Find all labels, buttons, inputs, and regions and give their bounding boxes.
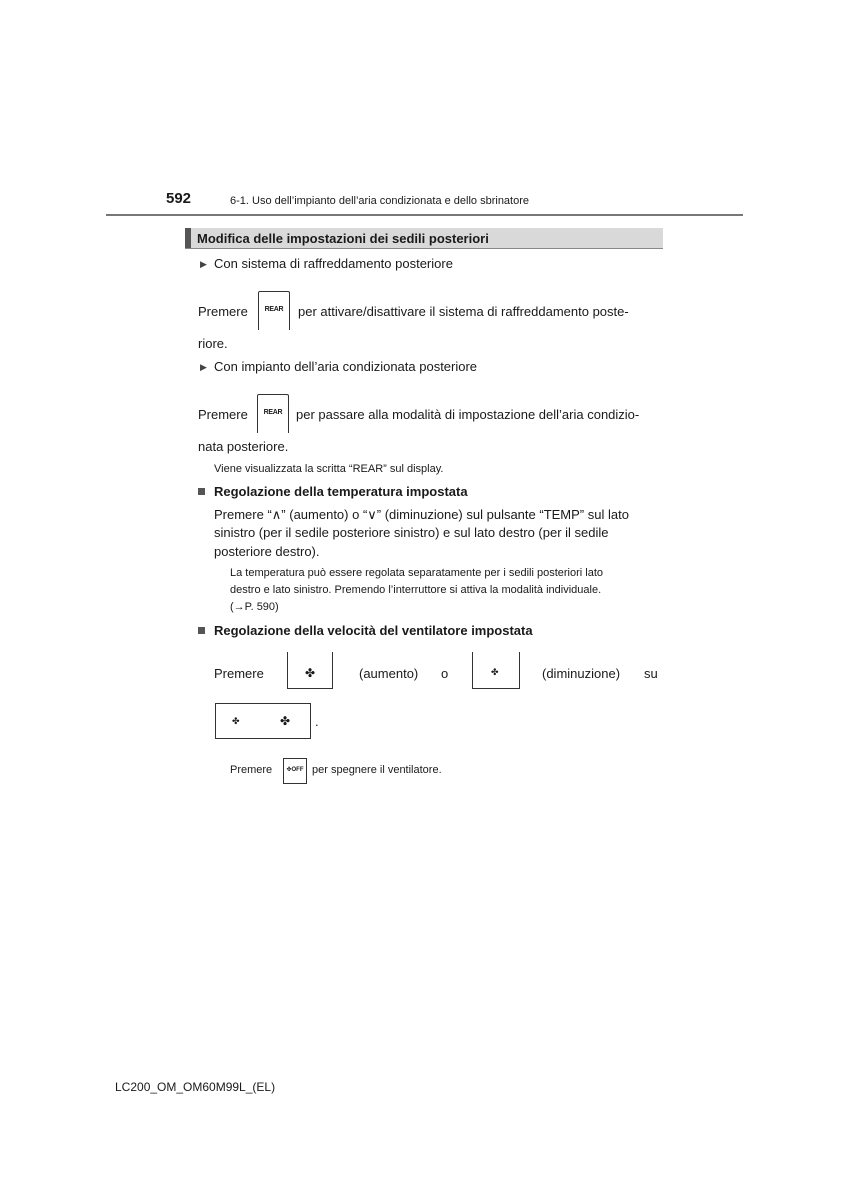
fan-on-text: su [644,666,658,681]
ac-description-cont: nata posteriore. [198,439,289,454]
ac-bullet-text: Con impianto dell’aria condizionata posteriore [214,359,478,374]
fan-high-icon: ✤ [280,714,291,728]
temperature-note-2: destro e lato sinistro. Premendo l’interruttore si attiva la modalità individuale. [230,584,602,596]
rear-button-label: REAR [263,409,283,416]
fan-off-text: per spegnere il ventilatore. [312,764,442,776]
ac-press-text: Premere [198,407,248,422]
cooling-press-text: Premere [198,304,248,319]
page-number: 592 [166,190,192,207]
square-bullet-icon [198,488,205,495]
footer-code: LC200_OM_OM60M99L_(EL) [115,1080,276,1094]
cooling-description: per attivare/disattivare il sistema di raffreddamento poste- [298,304,629,319]
cooling-description-cont: riore. [198,336,228,351]
fan-increase-button-icon [287,652,333,689]
rear-button-icon [258,291,290,330]
chapter-title: 6-1. Uso dell’impianto dell’aria condizionata e dello sbrinatore [230,195,530,207]
ac-note: Viene visualizzata la scritta “REAR” sul display. [214,463,444,475]
fan-icon: ✤ [305,666,316,680]
fan-low-icon: ✤ [232,716,240,726]
square-bullet-icon [198,627,205,634]
fan-period: . [315,714,319,729]
temperature-line-3: posteriore destro). [214,544,320,559]
fan-increase-text: (aumento) [359,666,419,681]
rear-button-icon [257,394,289,433]
fan-decrease-button-icon [472,652,520,689]
temperature-note-1: La temperatura può essere regolata separatamente per i sedili posteriori lato [230,567,603,579]
fan-dial-icon [215,703,311,739]
section-accent [185,228,191,248]
fan-heading: Regolazione della velocità del ventilatore impostata [214,623,533,638]
fan-icon: ✤ [491,667,499,677]
triangle-bullet-icon: ▶ [200,259,207,269]
fan-or-text: o [441,666,449,681]
fan-off-button-label: ✤OFF [286,767,304,773]
ac-description: per passare alla modalità di impostazione dell’aria condizio- [296,407,640,422]
triangle-bullet-icon: ▶ [200,362,207,372]
section-underline [185,248,663,249]
fan-off-press-text: Premere [230,764,273,776]
temperature-line-1: Premere “∧” (aumento) o “∨” (diminuzione) sul pulsante “TEMP” sul lato [214,507,629,522]
fan-press-text: Premere [214,666,264,681]
section-title: Modifica delle impostazioni dei sedili posteriori [197,231,489,246]
temperature-note-3: (→P. 590) [230,601,279,613]
temperature-heading: Regolazione della temperatura impostata [214,484,468,499]
rear-button-label: REAR [264,306,284,313]
fan-off-button-icon [283,758,307,784]
temperature-line-2: sinistro (per il sedile posteriore sinistro) e sul lato destro (per il sedile [214,525,609,540]
cooling-bullet-text: Con sistema di raffreddamento posteriore [214,256,453,271]
section-title-bar [185,228,663,248]
header-rule [106,214,743,216]
fan-decrease-text: (diminuzione) [542,666,621,681]
